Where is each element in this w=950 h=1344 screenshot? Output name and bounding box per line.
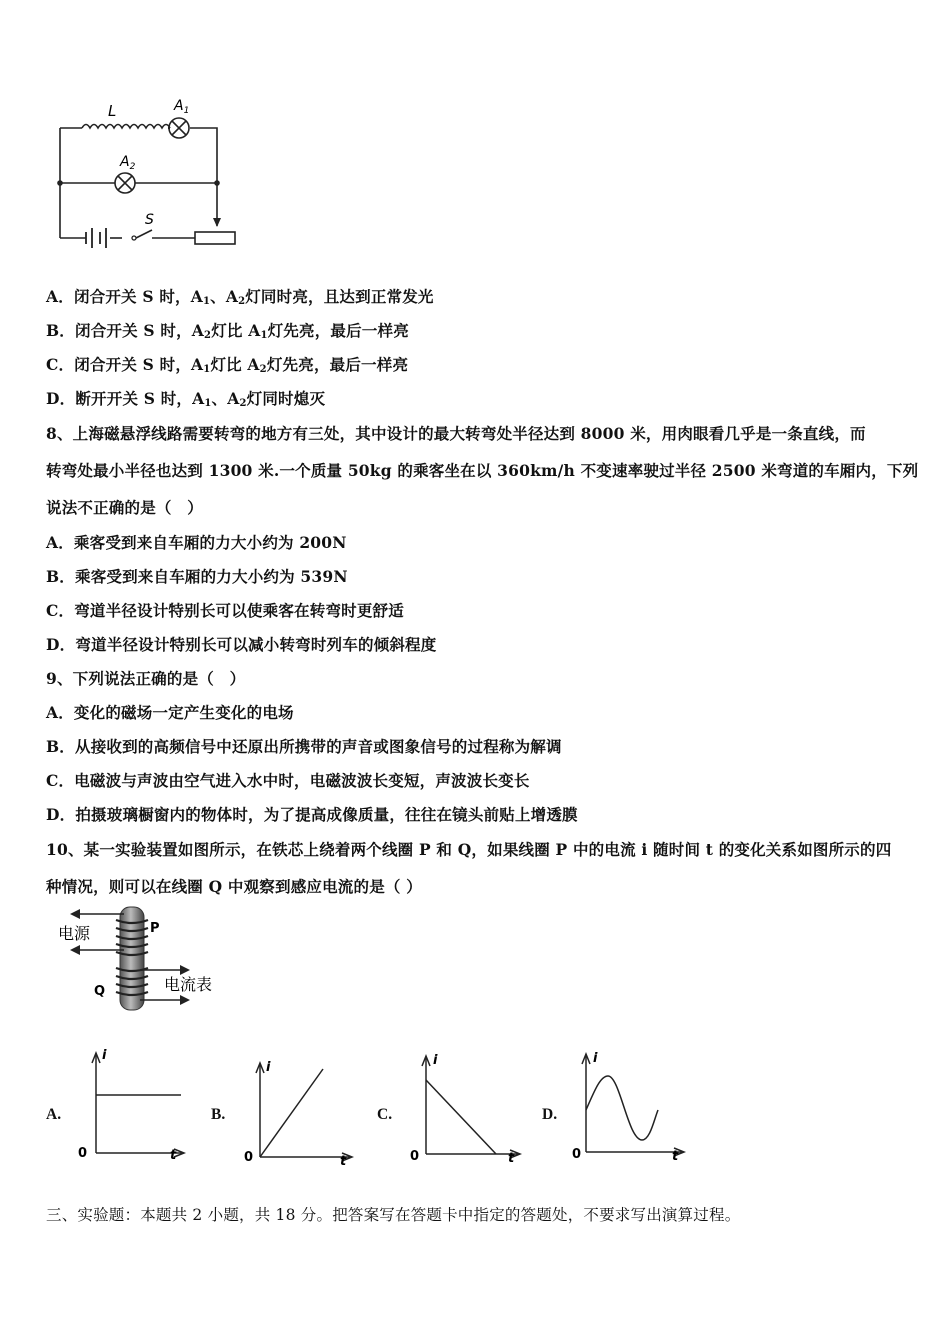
arrow-icon <box>180 995 190 1005</box>
coil-q-label: Q <box>94 984 106 999</box>
arrow-icon <box>180 965 190 975</box>
q9-option-d: D．拍摄玻璃橱窗内的物体时，为了提高成像质量，往往在镜头前贴上增透膜 <box>46 805 578 824</box>
origin-label: 0 <box>410 1149 420 1164</box>
current-line-rising <box>260 1069 323 1157</box>
x-axis-label: t <box>340 1154 347 1169</box>
x-axis-label: t <box>672 1149 679 1164</box>
q10-option-a-label: A. <box>46 1106 62 1123</box>
q10-option-c-label: C. <box>377 1106 393 1123</box>
q10-option-b-label: B. <box>211 1106 226 1123</box>
q9-stem: 9、下列说法正确的是（ ） <box>46 669 246 688</box>
x-axis-label: t <box>508 1151 515 1166</box>
inductor-coil <box>82 125 170 129</box>
q7-option-a: A．闭合开关 S 时，$A_1$、$A_2$灯同时亮，且达到正常发光 <box>46 287 434 307</box>
q10-graph-d <box>566 1048 691 1168</box>
a2-label: $A_2$ <box>120 154 136 172</box>
power-label: 电源 <box>58 924 91 943</box>
x-axis-label: t <box>170 1148 177 1163</box>
q9-option-c: C．电磁波与声波由空气进入水中时，电磁波波长变短，声波波长变长 <box>46 771 530 790</box>
q9-option-b: B．从接收到的高频信号中还原出所携带的声音或图象信号的过程称为解调 <box>46 737 562 756</box>
q7-option-b: B．闭合开关 S 时，$A_2$灯比 $A_1$灯先亮，最后一样亮 <box>46 321 409 341</box>
q8-option-a: A．乘客受到来自车厢的力大小约为 200N <box>46 533 347 552</box>
q8-stem-line2: 转弯处最小半径也达到 1300 米.一个质量 50kg 的乘客坐在以 360km/h 不变速率驶过半径 2500 米弯道的车厢内，下列 <box>46 461 919 480</box>
q7-circuit-diagram <box>50 96 250 256</box>
current-line-falling <box>426 1080 496 1154</box>
q7-option-c: C．闭合开关 S 时，$A_1$灯比 $A_2$灯先亮，最后一样亮 <box>46 355 409 375</box>
q10-stem-line2: 种情况，则可以在线圈 Q 中观察到感应电流的是（ ） <box>46 877 422 896</box>
y-axis-label: i <box>266 1060 271 1075</box>
coil-p-label: P <box>150 921 160 936</box>
q10-graph-c <box>402 1050 527 1170</box>
origin-label: 0 <box>244 1150 254 1165</box>
y-axis-label: i <box>433 1053 438 1068</box>
rheostat-icon <box>195 232 235 244</box>
q10-option-d-label: D. <box>542 1106 558 1123</box>
q10-graph-a <box>72 1045 192 1165</box>
q10-coil-figure <box>50 902 230 1017</box>
switch-label: S <box>145 212 154 228</box>
q8-option-b: B．乘客受到来自车厢的力大小约为 539N <box>46 567 348 586</box>
q10-stem-line1: 10、某一实验装置如图所示，在铁芯上绕着两个线圈 P 和 Q，如果线圈 P 中的电流 i 随时间 t 的变化关系如图所示的四 <box>46 840 892 859</box>
origin-label: 0 <box>572 1147 582 1162</box>
section-3-heading: 三、实验题：本题共 2 小题，共 18 分。把答案写在答题卡中指定的答题处，不要求写出演算过程。 <box>46 1206 741 1224</box>
q10-graph-b <box>236 1055 356 1170</box>
q8-option-d: D．弯道半径设计特别长可以减小转弯时列车的倾斜程度 <box>46 635 437 654</box>
switch-s-icon <box>136 230 152 238</box>
arrow-icon <box>70 945 80 955</box>
q8-stem-line3: 说法不正确的是（ ） <box>46 498 204 517</box>
y-axis-label: i <box>593 1051 598 1066</box>
q7-option-d: D．断开开关 S 时，$A_1$、$A_2$灯同时熄灭 <box>46 389 326 409</box>
q8-option-c: C．弯道半径设计特别长可以使乘客在转弯时更舒适 <box>46 601 404 620</box>
ammeter-label: 电流表 <box>164 975 213 994</box>
inductor-label: L <box>108 102 117 120</box>
q9-option-a: A．变化的磁场一定产生变化的电场 <box>46 703 294 722</box>
y-axis-label: i <box>102 1048 107 1063</box>
a1-label: $A_1$ <box>174 98 190 116</box>
arrow-icon <box>70 909 80 919</box>
q8-stem-line1: 8、上海磁悬浮线路需要转弯的地方有三处，其中设计的最大转弯处半径达到 8000 米，用肉眼看几乎是一条直线，而 <box>46 424 866 443</box>
current-line-sinusoid <box>586 1076 658 1140</box>
origin-label: 0 <box>78 1146 88 1161</box>
